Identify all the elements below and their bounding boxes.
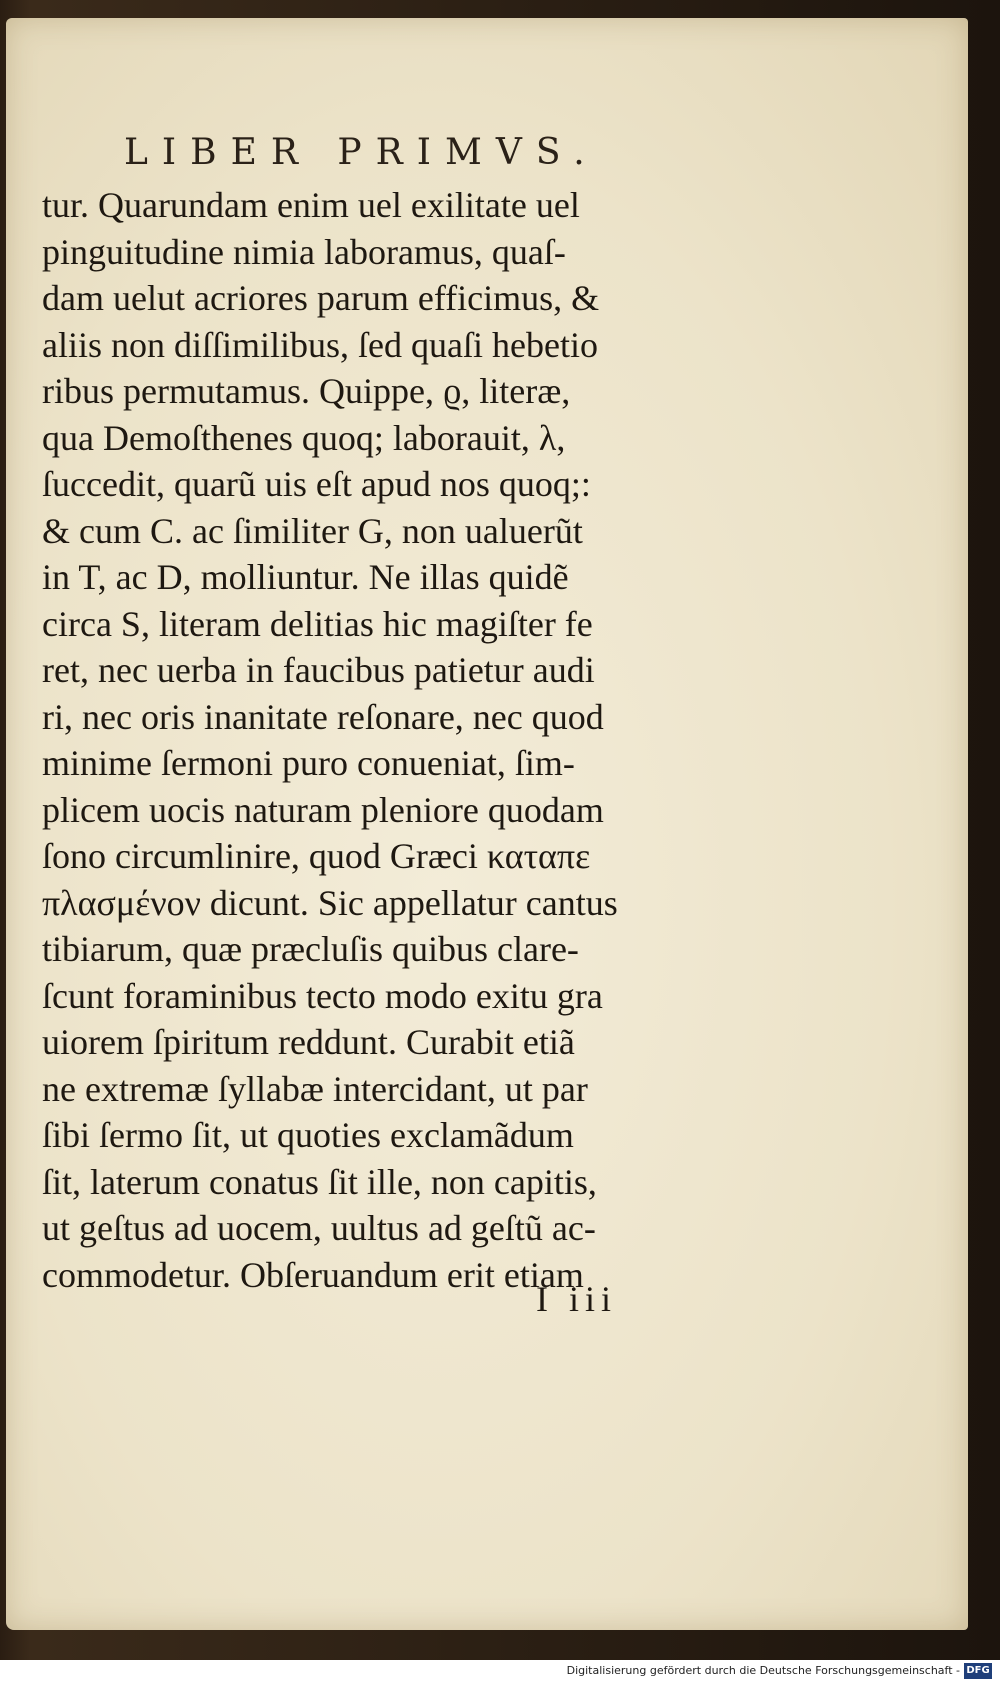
text-line: ſcunt foraminibus tecto modo exitu gra (42, 975, 603, 1016)
text-line: circa S, literam delitias hic magiſter fe (42, 603, 593, 644)
footer-credit: Digitalisierung gefördert durch die Deutsche Forschungsgemeinschaft - (566, 1664, 960, 1677)
text-line: ret, nec uerba in faucibus patietur audi (42, 650, 595, 690)
footer-bar (0, 1660, 1000, 1684)
text-line: & cum C. ac ſimiliter G, non ualuerũt (42, 510, 583, 551)
text-line: in T, ac D, molliuntur. Ne illas quidẽ (42, 557, 569, 597)
text-line: ſibi ſermo ſit, ut quoties exclamãdum (42, 1115, 574, 1155)
text-line: ut geſtus ad uocem, uultus ad geſtũ ac- (42, 1208, 596, 1248)
dfg-logo: DFG (964, 1663, 992, 1679)
text-line: πλασμένον dicunt. Sic appellatur cantus (42, 882, 618, 923)
text-line: plicem uocis naturam pleniore quodam (42, 789, 604, 830)
text-line: tibiarum, quæ præcluſis quibus clare- (42, 929, 579, 969)
text-line: ſit, laterum conatus ſit ille, non capitis, (42, 1161, 597, 1202)
text-line: commodetur. Obſeruandum erit etiam (42, 1254, 584, 1295)
body-text (42, 182, 692, 1298)
text-line: minime ſermoni puro conueniat, ſim- (42, 743, 575, 783)
running-head: LIBER PRIMVS. (124, 132, 599, 173)
signature-mark: I iii (536, 1279, 617, 1319)
text-line: ſono circumlinire, quod Græci καταπε (42, 836, 591, 876)
text-line: ri, nec oris inanitate reſonare, nec quod (42, 696, 604, 737)
text-line: qua Demoſthenes quoq; laborauit, λ, (42, 417, 566, 458)
text-line: pinguitudine nimia laboramus, quaſ- (42, 231, 566, 272)
text-line: tur. Quarundam enim uel exilitate uel (42, 185, 580, 225)
text-line: dam uelut acriores parum efficimus, & (42, 278, 600, 318)
text-line: ſuccedit, quarũ uis eſt apud nos quoq;: (42, 464, 591, 504)
text-line: uiorem ſpiritum reddunt. Curabit etiã (42, 1022, 575, 1062)
text-line: ribus permutamus. Quippe, ϱ, literæ, (42, 371, 571, 411)
text-line: aliis non diſſimilibus, ſed quaſi hebetio (42, 324, 598, 365)
text-line: ne extremæ ſyllabæ intercidant, ut par (42, 1068, 588, 1109)
